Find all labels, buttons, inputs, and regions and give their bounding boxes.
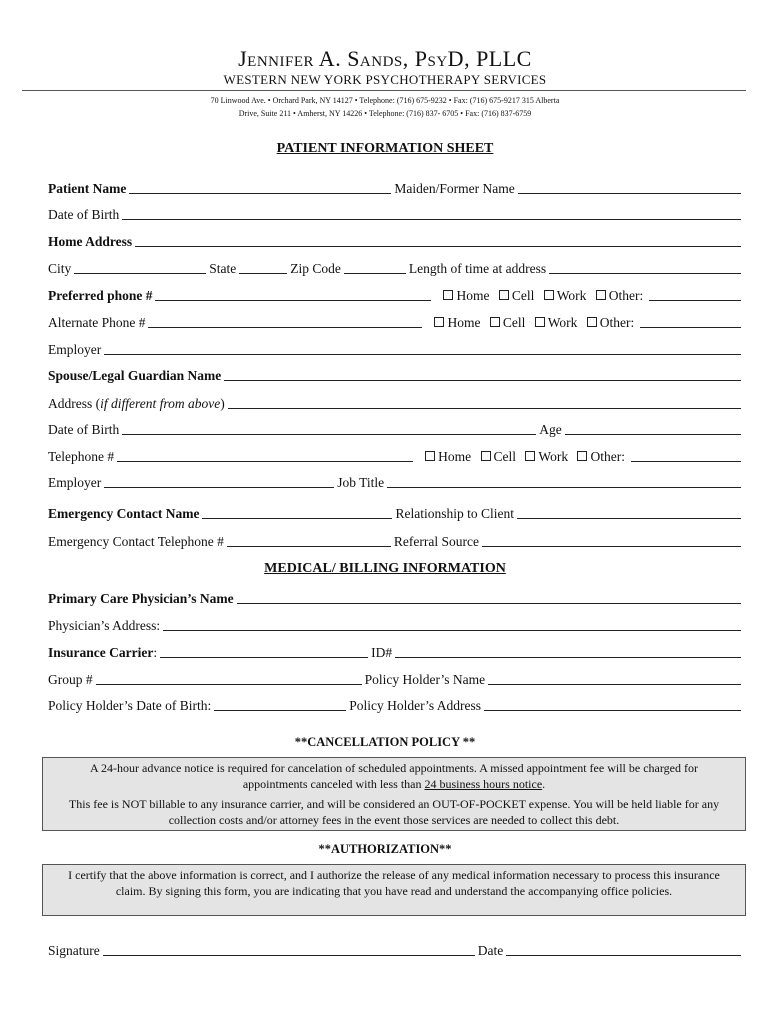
alternate-work-label: Work	[547, 315, 578, 330]
spouse-address-label: Address (if different from above)	[48, 396, 225, 411]
patient-dob-row	[48, 205, 744, 223]
physician-address-row	[48, 616, 744, 634]
alternate-phone-label: Alternate Phone #	[48, 315, 146, 330]
alternate-home-label: Home	[447, 315, 481, 330]
emergency-name-label: Emergency Contact Name	[48, 506, 200, 521]
holder-name-field[interactable]	[488, 683, 741, 685]
signature-field[interactable]	[103, 954, 475, 956]
physician-address-label: Physician’s Address:	[48, 618, 161, 633]
spouse-age-field[interactable]	[565, 433, 741, 435]
patient-name-row	[48, 179, 744, 197]
preferred-phone-row	[48, 286, 744, 304]
pcp-label: Primary Care Physician’s Name	[48, 591, 234, 606]
authorization-text: I certify that the above information is correct, and I authorize the release of any medical information necessary to process this insurance claim. By signing this form, you are indicating that you have read and understand the accompanying office policies.	[68, 868, 720, 898]
preferred-other-field[interactable]	[649, 299, 741, 301]
patient-employer-row	[48, 340, 744, 358]
practice-name: Jennifer A. Sands, PsyD, PLLC	[238, 46, 532, 71]
job-title-field[interactable]	[387, 486, 741, 488]
maiden-name-field[interactable]	[518, 192, 741, 194]
patient-dob-field[interactable]	[122, 218, 741, 220]
group-field[interactable]	[96, 683, 362, 685]
patient-employer-label: Employer	[48, 342, 102, 357]
city-state-zip-row	[48, 259, 744, 277]
holder-dob-label: Policy Holder’s Date of Birth:	[48, 698, 212, 713]
referral-source-label: Referral Source	[393, 534, 479, 549]
practice-subtitle: WESTERN NEW YORK PSYCHOTHERAPY SERVICES	[223, 72, 547, 87]
spouse-other-field[interactable]	[631, 460, 741, 462]
alternate-other-label: Other:	[599, 315, 635, 330]
id-field[interactable]	[395, 656, 741, 658]
spouse-phone-options	[419, 449, 625, 465]
alternate-phone-row	[48, 313, 744, 331]
home-address-label: Home Address	[48, 234, 133, 249]
spouse-name-field[interactable]	[224, 379, 741, 381]
length-at-address-field[interactable]	[549, 272, 741, 274]
preferred-home-label: Home	[456, 288, 490, 303]
spouse-employer-label: Employer	[48, 475, 102, 490]
date-field[interactable]	[506, 954, 741, 956]
spouse-cell-checkbox[interactable]	[481, 451, 491, 461]
preferred-other-checkbox[interactable]	[596, 290, 606, 300]
alternate-other-checkbox[interactable]	[587, 317, 597, 327]
cancellation-paragraph-2: This fee is NOT billable to any insurance carrier, and will be considered an OUT-OF-POCKET expense. You will be held liable for any collection costs and/or attorney fees in the event those services are needed to collect this debt.	[68, 797, 720, 827]
spouse-address-field[interactable]	[228, 407, 741, 409]
preferred-phone-options	[437, 288, 643, 304]
cancellation-paragraph-1: A 24-hour advance notice is required for cancelation of scheduled appointments. A missed appointment fee will be charged for appointments canceled with less than 24 business hours notice.	[90, 761, 698, 791]
emergency-name-row	[48, 504, 744, 522]
header-divider	[22, 90, 746, 91]
patient-employer-field[interactable]	[104, 353, 741, 355]
patient-name-field[interactable]	[129, 192, 391, 194]
relationship-field[interactable]	[517, 517, 741, 519]
holder-dob-field[interactable]	[214, 709, 346, 711]
spouse-address-row	[48, 394, 744, 412]
holder-address-field[interactable]	[484, 709, 741, 711]
physician-address-field[interactable]	[163, 629, 741, 631]
preferred-cell-checkbox[interactable]	[499, 290, 509, 300]
preferred-phone-label: Preferred phone #	[48, 288, 153, 303]
state-label: State	[209, 261, 237, 276]
home-address-row	[48, 232, 744, 250]
spouse-telephone-row	[48, 447, 744, 465]
spouse-telephone-label: Telephone #	[48, 449, 115, 464]
city-field[interactable]	[74, 272, 206, 274]
spouse-work-checkbox[interactable]	[525, 451, 535, 461]
signature-label: Signature	[48, 943, 100, 958]
cancellation-heading: **CANCELLATION POLICY **	[294, 735, 476, 749]
insurance-row	[48, 643, 744, 661]
city-label: City	[48, 261, 72, 276]
date-label: Date	[477, 943, 504, 958]
alternate-cell-label: Cell	[502, 315, 526, 330]
relationship-label: Relationship to Client	[395, 506, 514, 521]
emergency-telephone-label: Emergency Contact Telephone #	[48, 534, 224, 549]
alternate-other-field[interactable]	[640, 326, 741, 328]
emergency-telephone-row	[48, 532, 744, 550]
group-label: Group #	[48, 672, 93, 687]
holder-dob-row	[48, 696, 744, 714]
alternate-phone-options	[428, 315, 634, 331]
length-at-address-label: Length of time at address	[408, 261, 547, 276]
maiden-name-label: Maiden/Former Name	[394, 181, 515, 196]
pcp-field[interactable]	[237, 602, 741, 604]
job-title-label: Job Title	[337, 475, 385, 490]
preferred-cell-label: Cell	[511, 288, 535, 303]
pcp-row	[48, 589, 744, 607]
spouse-dob-row	[48, 420, 744, 438]
spouse-other-label: Other:	[590, 449, 625, 464]
insurance-carrier-label: Insurance Carrier:	[48, 645, 158, 660]
home-address-field[interactable]	[135, 245, 741, 247]
group-row	[48, 670, 744, 688]
preferred-phone-field[interactable]	[155, 299, 431, 301]
signature-row	[48, 941, 744, 959]
zip-label: Zip Code	[290, 261, 341, 276]
preferred-work-label: Work	[556, 288, 587, 303]
patient-name-label: Patient Name	[48, 181, 127, 196]
spouse-telephone-field[interactable]	[117, 460, 413, 462]
referral-source-field[interactable]	[482, 545, 741, 547]
authorization-heading: **AUTHORIZATION**	[318, 842, 452, 856]
preferred-home-checkbox[interactable]	[443, 290, 453, 300]
spouse-age-label: Age	[539, 422, 562, 437]
alternate-home-checkbox[interactable]	[434, 317, 444, 327]
alternate-cell-checkbox[interactable]	[490, 317, 500, 327]
emergency-telephone-field[interactable]	[227, 545, 391, 547]
state-field[interactable]	[239, 272, 287, 274]
spouse-name-row	[48, 366, 744, 384]
address-line-2: Drive, Suite 211 • Amherst, NY 14226 • Telephone: (716) 837- 6705 • Fax: (716) 837-6759	[238, 109, 532, 118]
spouse-dob-field[interactable]	[122, 433, 536, 435]
medical-billing-heading: MEDICAL/ BILLING INFORMATION	[264, 561, 506, 576]
cancellation-policy-box	[42, 757, 746, 831]
patient-dob-label: Date of Birth	[48, 207, 120, 222]
sheet-title: PATIENT INFORMATION SHEET	[276, 141, 494, 156]
authorization-box	[42, 864, 746, 916]
alternate-work-checkbox[interactable]	[535, 317, 545, 327]
zip-field[interactable]	[344, 272, 406, 274]
holder-address-label: Policy Holder’s Address	[349, 698, 481, 713]
alternate-phone-field[interactable]	[148, 326, 422, 328]
spouse-dob-label: Date of Birth	[48, 422, 120, 437]
spouse-name-label: Spouse/Legal Guardian Name	[48, 368, 222, 383]
address-line-1: 70 Linwood Ave. • Orchard Park, NY 14127 • Telephone: (716) 675-9232 • Fax: (716) 675-9217 315 Alberta	[210, 96, 560, 105]
spouse-other-checkbox[interactable]	[577, 451, 587, 461]
id-label: ID#	[371, 645, 393, 660]
spouse-home-label: Home	[438, 449, 472, 464]
spouse-home-checkbox[interactable]	[425, 451, 435, 461]
insurance-carrier-field[interactable]	[160, 656, 368, 658]
spouse-cell-label: Cell	[493, 449, 517, 464]
emergency-name-field[interactable]	[202, 517, 392, 519]
spouse-employer-field[interactable]	[104, 486, 334, 488]
spouse-employer-row	[48, 473, 744, 491]
spouse-work-label: Work	[538, 449, 569, 464]
holder-name-label: Policy Holder’s Name	[364, 672, 486, 687]
preferred-work-checkbox[interactable]	[544, 290, 554, 300]
preferred-other-label: Other:	[608, 288, 644, 303]
